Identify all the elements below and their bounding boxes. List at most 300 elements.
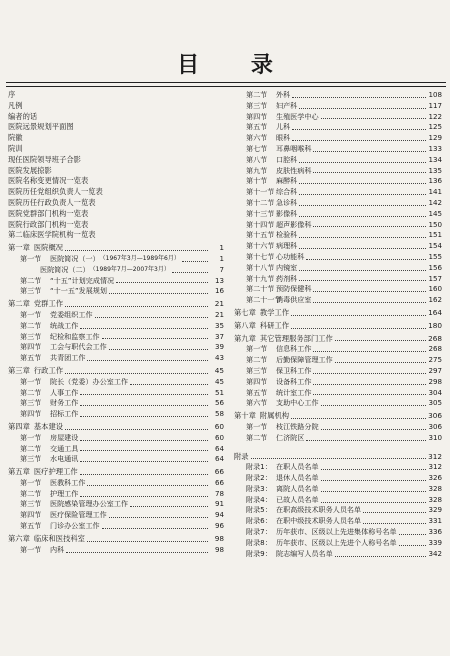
toc-front-matter-entry[interactable] [8,166,224,177]
toc-entry-number: 附录5： [246,505,272,515]
toc-page-number: 58 [214,409,224,419]
toc-page-number: 98 [214,533,224,543]
toc-front-matter-entry[interactable] [8,187,224,198]
toc-section-entry[interactable] [234,398,442,409]
toc-entry-number: 第一节 [20,432,42,442]
toc-leader-dots [321,405,426,406]
toc-entry-number: 第四节 [246,376,268,386]
toc-page-number: 60 [214,421,224,431]
toc-chapter-entry[interactable] [234,452,442,463]
toc-front-matter-entry[interactable] [8,101,224,112]
toc-page-number: 125 [428,122,442,132]
toc-leader-dots [313,151,426,152]
toc-leader-dots [321,480,426,481]
toc-leader-dots [363,512,426,513]
toc-entry-number: 第九章 [234,333,256,343]
toc-entry-number: 附录1： [246,462,272,472]
toc-entry-title: 人事工作 [50,387,79,397]
toc-leader-dots [321,502,426,503]
toc-section-entry[interactable] [234,295,442,306]
toc-section-entry[interactable] [234,133,442,144]
toc-section-entry[interactable] [234,209,442,220]
toc-front-matter-entry[interactable] [8,133,224,144]
toc-entry-title: 内镜室 [276,262,298,272]
toc-leader-dots [291,315,426,316]
toc-page-number: 66 [214,467,224,477]
toc-section-entry[interactable] [234,220,442,231]
toc-entry-title: 门诊办公室工作 [50,521,100,531]
toc-chapter-entry[interactable] [8,366,224,377]
toc-leader-dots [321,429,426,430]
toc-leader-dots [321,118,426,119]
toc-page-number: 133 [428,143,442,153]
toc-leader-dots [299,108,426,109]
toc-entry-title: 口腔科 [276,154,298,164]
toc-entry-title: 其它管理服务部门工作 [259,333,333,343]
toc-entry-number: 第三节 [246,365,268,375]
toc-leader-dots [130,384,208,385]
toc-entry-title: 离院人员名单 [276,483,319,493]
toc-chapter-entry[interactable] [8,534,224,545]
toc-entry-title: 在职中级技术职务人员名单 [276,516,362,526]
toc-page-number: 312 [428,451,442,461]
toc-section-entry[interactable] [8,310,224,321]
toc-leader-dots [306,259,426,260]
toc-section-entry[interactable] [8,276,224,287]
toc-page-number: 117 [428,100,442,110]
toc-leader-dots [80,394,208,395]
toc-leader-dots [313,226,426,227]
toc-section-entry[interactable] [8,510,224,521]
toc-page-number: 157 [428,273,442,283]
toc-entry-number: 第三节 [20,499,42,509]
toc-page-number: 297 [428,365,442,375]
toc-section-entry[interactable] [8,499,224,510]
toc-leader-dots [80,440,208,441]
toc-section-entry[interactable] [8,286,224,297]
toc-leader-dots [80,496,208,497]
toc-entry-number: 第五节 [20,521,42,531]
toc-entry-number: 附录6： [246,516,272,526]
toc-chapter-entry[interactable] [8,467,224,478]
toc-entry-title: 妇产科 [276,100,298,110]
toc-front-matter-entry[interactable] [8,176,224,187]
toc-section-entry[interactable] [234,538,442,549]
toc-chapter-entry[interactable] [234,321,442,332]
toc-entry-number: 第十三节 [246,208,275,218]
toc-entry-number: 第十五节 [246,230,275,240]
toc-leader-dots [65,373,208,374]
toc-entry-title: 历年获市、区级以上先进个人称号名单 [276,537,397,547]
toc-entry-number: 第一节 [20,376,42,386]
toc-section-entry[interactable] [234,462,442,473]
toc-entry-title: 医院党群部门机构一览表 [8,208,89,218]
toc-section-entry[interactable] [8,478,224,489]
toc-page-number: 336 [428,527,442,537]
toc-section-entry[interactable] [8,342,224,353]
toc-entry-number: 第三节 [20,454,42,464]
toc-entry-title: 附属机构 [259,411,290,421]
toc-section-entry[interactable] [8,454,224,465]
toc-entry-title: 招标工作 [50,409,79,419]
toc-leader-dots [299,216,426,217]
toc-section-entry[interactable] [8,254,224,265]
toc-chapter-entry[interactable] [8,243,224,254]
toc-leader-dots [80,416,208,417]
toc-entry-number: 附录2： [246,473,272,483]
toc-entry-title: 保卫科工作 [276,365,312,375]
toc-section-entry[interactable] [234,527,442,538]
toc-page-number: 312 [428,462,442,472]
toc-chapter-entry[interactable] [234,308,442,319]
toc-section-entry[interactable] [234,112,442,123]
toc-leader-dots [65,250,208,251]
toc-page-number: 94 [214,510,224,520]
toc-page-number: 7 [219,264,224,274]
toc-section-entry[interactable] [234,263,442,274]
toc-entry-title: 支助中心工作 [276,398,319,408]
toc-section-entry[interactable] [234,274,442,285]
toc-section-entry[interactable] [234,484,442,495]
toc-entry-title: 党委组织工作 [50,309,93,319]
toc-entry-title: 医院简况（二） [40,264,90,274]
toc-section-entry[interactable] [234,388,442,399]
toc-entry-title: 综合科 [276,187,298,197]
toc-leader-dots [102,528,208,529]
toc-leader-dots [363,523,426,524]
toc-front-matter-entry[interactable] [8,220,224,231]
toc-leader-dots [291,418,426,419]
toc-section-entry[interactable] [234,433,442,444]
toc-entry-title: 护理工作 [50,488,79,498]
toc-entry-title: 基本建设 [33,421,64,431]
toc-page-number: 136 [428,176,442,186]
toc-entry-number: 第六章 [8,533,30,543]
toc-page-number: 129 [428,133,442,143]
toc-leader-dots [299,280,426,281]
toc-section-entry[interactable] [8,489,224,500]
toc-entry-number: 第四章 [8,421,30,431]
toc-section-entry[interactable] [234,252,442,263]
toc-entry-title: 儿科 [276,122,291,132]
toc-front-matter-entry[interactable] [8,90,224,101]
toc-page-number: 21 [214,309,224,319]
toc-entry-number: 第四节 [20,409,42,419]
toc-section-entry[interactable] [234,422,442,433]
toc-entry-number: 第十节 [246,176,268,186]
toc-section-entry[interactable] [8,398,224,409]
toc-leader-dots [87,360,208,361]
toc-leader-dots [95,317,208,318]
toc-entry-number: 第九节 [246,165,268,175]
toc-page-number: 134 [428,154,442,164]
toc-entry-number: 第一节 [246,344,268,354]
toc-section-entry[interactable] [8,521,224,532]
toc-entry-title: 科研工作 [259,320,290,330]
toc-entry-number: 第三节 [20,331,42,341]
toc-entry-title: 消毒供应室 [276,295,312,305]
toc-entry-title: 在职高级技术职务人员名单 [276,505,362,515]
toc-page-number: 160 [428,284,442,294]
toc-page-number: 329 [428,505,442,515]
toc-page-number: 154 [428,241,442,251]
toc-entry-title: 医院历任行政负责人一览表 [8,197,96,207]
toc-leader-dots [87,485,208,486]
toc-front-matter-entry[interactable] [8,198,224,209]
toc-page-number: 331 [428,516,442,526]
toc-page-number: 37 [214,331,224,341]
toc-entry-title: 医教科工作 [50,477,86,487]
toc-section-entry[interactable] [8,321,224,332]
page-title: 目 录 [177,53,295,78]
toc-entry-title: 纪检和监察工作 [50,331,100,341]
toc-section-entry[interactable] [8,353,224,364]
toc-page-number: 135 [428,165,442,175]
toc-leader-dots [130,506,208,507]
toc-entry-date-range: （1989年7月—2007年3月） [89,265,170,273]
toc-entry-number: 第十六节 [246,241,275,251]
toc-entry-number: 第四节 [20,342,42,352]
toc-page-number: 35 [214,320,224,330]
toc-page-number: 145 [428,208,442,218]
toc-entry-title: 后勤保障管理工作 [276,355,333,365]
toc-entry-title: 交通工具 [50,443,79,453]
toc-left-column [8,90,224,555]
toc-leader-dots [313,373,426,374]
toc-page-number: 108 [428,90,442,99]
toc-section-entry[interactable] [234,176,442,187]
toc-leader-dots [313,291,426,292]
toc-leader-dots [182,261,208,262]
toc-leader-dots [299,194,426,195]
toc-entry-number: 第四节 [20,510,42,520]
toc-entry-date-range: （1967年3月—1989年6月） [99,254,180,262]
toc-entry-number: 第一章 [8,243,30,253]
toc-entry-title: 附录 [234,451,249,461]
toc-front-matter-entry[interactable] [8,112,224,123]
toc-section-entry[interactable] [234,122,442,133]
toc-entry-title: 麻醉科 [276,176,298,186]
toc-entry-number: 第二节 [20,387,42,397]
toc-entry-number: 第五节 [246,122,268,132]
toc-entry-number: 第二十节 [246,284,275,294]
toc-page-number: 16 [214,286,224,296]
toc-section-entry[interactable] [234,101,442,112]
toc-leader-dots [313,351,426,352]
toc-entry-title: 医院远景规划平面图 [8,122,74,132]
toc-entry-number: 第十一节 [246,187,275,197]
toc-page-number: 60 [214,432,224,442]
toc-entry-title: 院志编写人员名单 [276,548,333,558]
toc-page-number: 13 [214,275,224,285]
toc-page-number: 122 [428,111,442,121]
toc-page-number: 339 [428,537,442,547]
toc-section-entry[interactable] [234,155,442,166]
toc-section-entry[interactable] [234,366,442,377]
toc-leader-dots [292,97,426,98]
toc-leader-dots [109,517,208,518]
toc-page-number: 141 [428,187,442,197]
toc-leader-dots [66,552,208,553]
toc-entry-title: 财务工作 [50,398,79,408]
toc-leader-dots [299,205,426,206]
toc-entry-title: 医院行政部门机构一览表 [8,219,89,229]
toc-entry-number: 附录3： [246,483,272,493]
toc-section-entry[interactable] [234,90,442,101]
toc-leader-dots [335,340,426,341]
toc-leader-dots [87,541,208,542]
toc-leader-dots [335,362,426,363]
toc-page-number: 150 [428,219,442,229]
toc-entry-title: 临床和医技科室 [33,533,85,543]
toc-entry-number: 第三节 [20,398,42,408]
toc-entry-number: 第十八节 [246,262,275,272]
toc-chapter-entry[interactable] [234,411,442,422]
toc-page-number: 328 [428,483,442,493]
toc-entry-title: 仁济院区 [276,432,305,442]
toc-entry-title: 教学工作 [259,307,290,317]
toc-entry-number: 第六节 [246,398,268,408]
toc-entry-title: 院徽 [8,133,23,143]
toc-page-number: 342 [428,548,442,558]
toc-leader-dots [65,306,208,307]
toc-entry-title: 医院感染管理办公室工作 [50,499,129,509]
toc-leader-dots [335,556,426,557]
toc-entry-number: 第一节 [20,253,42,263]
toc-page-number: 306 [428,421,442,431]
toc-section-entry[interactable] [234,516,442,527]
toc-section-entry[interactable] [8,409,224,420]
toc-entry-title: 枝江铁路分院 [276,421,319,431]
toc-entry-number: 第五节 [246,387,268,397]
toc-leader-dots [299,162,426,163]
toc-section-entry[interactable] [234,241,442,252]
toc-entry-title: 院训 [8,143,23,153]
toc-section-entry[interactable] [234,505,442,516]
toc-entry-title: 行政工作 [33,365,64,375]
toc-entry-number: 附录9： [246,548,272,558]
toc-entry-title: 共青团工作 [50,353,86,363]
toc-entry-title: 设备科工作 [276,376,312,386]
toc-chapter-entry[interactable] [8,299,224,310]
toc-entry-number: 第二十一节 [246,295,282,305]
toc-entry-title: 眼科 [276,133,291,143]
toc-front-matter-entry[interactable] [8,122,224,133]
toc-leader-dots [321,469,426,470]
toc-page-number: 275 [428,355,442,365]
toc-entry-number: 第十章 [234,411,256,421]
toc-page-number: 64 [214,454,224,464]
toc-section-entry[interactable] [234,355,442,366]
toc-entry-title: 统计室工作 [276,387,312,397]
toc-section-entry[interactable] [234,166,442,177]
toc-section-entry[interactable] [234,187,442,198]
toc-front-matter-entry[interactable] [8,230,224,241]
toc-leader-dots [292,140,426,141]
toc-page-number: 91 [214,499,224,509]
toc-leader-dots [313,394,426,395]
toc-entry-number: 第十七节 [246,251,275,261]
toc-section-entry[interactable] [234,473,442,484]
toc-leader-dots [399,534,426,535]
toc-page-number: 56 [214,398,224,408]
toc-section-entry[interactable] [234,549,442,560]
toc-entry-title: 影像科 [276,208,298,218]
toc-section-entry[interactable] [234,377,442,388]
toc-entry-title: 医院发展掠影 [8,165,52,175]
title-rule [6,82,446,87]
toc-entry-title: 皮肤性病科 [276,165,312,175]
toc-page-number: 66 [214,477,224,487]
toc-section-entry[interactable] [234,144,442,155]
toc-section-entry[interactable] [8,332,224,343]
toc-section-entry[interactable] [8,388,224,399]
toc-leader-dots [80,450,208,451]
toc-front-matter-entry[interactable] [8,144,224,155]
toc-section-entry[interactable] [234,198,442,209]
toc-section-entry[interactable] [234,495,442,506]
toc-entry-title: 在职人员名单 [276,462,319,472]
toc-section-entry[interactable] [8,377,224,388]
toc-section-entry[interactable] [8,444,224,455]
toc-entry-title: 房屋建设 [50,432,79,442]
toc-page-number: 1 [219,253,224,263]
toc-entry-number: 第三节 [20,286,42,296]
toc-leader-dots [102,338,208,339]
toc-entry-number: 第十二节 [246,197,275,207]
toc-entry-number: 第六节 [246,133,268,143]
toc-page-number: 45 [214,376,224,386]
toc-chapter-entry[interactable] [234,334,442,345]
toc-entry-number: 第一节 [20,477,42,487]
toc-leader-dots [292,129,426,130]
toc-entry-number: 第二节 [20,320,42,330]
toc-page-number: 310 [428,432,442,442]
toc-entry-number: 附录8： [246,537,272,547]
toc-page-number: 98 [214,544,224,554]
toc-page-number: 51 [214,387,224,397]
toc-entry-title: 超声影像科 [276,219,312,229]
toc-entry-title: 药剂科 [276,273,298,283]
toc-entry-title: 检验科 [276,230,298,240]
toc-section-entry[interactable] [8,545,224,556]
toc-section-entry[interactable] [8,433,224,444]
toc-entry-number: 第三章 [8,365,30,375]
toc-front-matter-entry[interactable] [8,209,224,220]
toc-page-number: 268 [428,344,442,354]
toc-entry-title: 耳鼻咽喉科 [276,143,312,153]
toc-entry-title: “十一五”发展规划 [50,286,108,296]
toc-page-number: 298 [428,376,442,386]
toc-entry-number: 第二节 [20,488,42,498]
toc-section-entry[interactable] [234,344,442,355]
toc-chapter-entry[interactable] [8,422,224,433]
toc-entry-title: 病理科 [276,241,298,251]
toc-section-entry[interactable] [234,230,442,241]
toc-front-matter-entry[interactable] [8,155,224,166]
toc-entry-number: 第七章 [234,307,256,317]
toc-leader-dots [299,183,426,184]
toc-page-number: 43 [214,353,224,363]
toc-page-number: 39 [214,342,224,352]
toc-entry-number: 第二节 [20,443,42,453]
toc-entry-title: 工会与职代会工作 [50,342,107,352]
toc-section-entry[interactable] [8,265,224,276]
toc-spacer [234,444,442,450]
toc-entry-number: 第二节 [246,90,268,99]
toc-entry-title: 已故人员名单 [276,494,319,504]
toc-section-entry[interactable] [234,284,442,295]
